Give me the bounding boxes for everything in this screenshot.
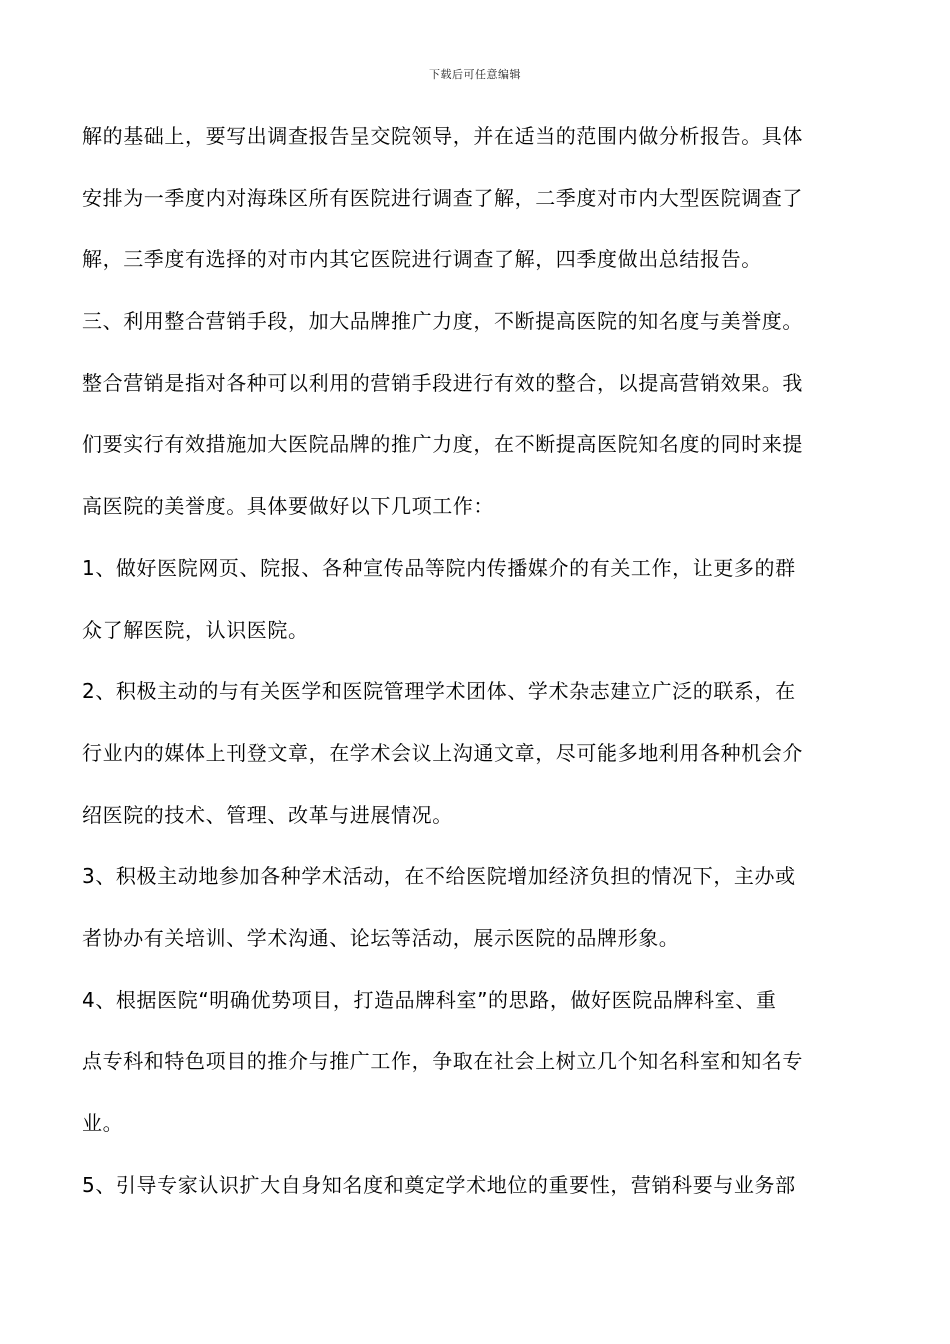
text-line: 整合营销是指对各种可以利用的营销手段进行有效的整合，以提高营销效果。我 [82, 370, 803, 395]
list-item-3: 3、积极主动地参加各种学术活动，在不给医院增加经济负担的情况下，主办或 [82, 864, 796, 889]
document-body [82, 116, 872, 1226]
text-line: 解的基础上，要写出调查报告呈交院领导，并在适当的范围内做分析报告。具体 [82, 124, 803, 148]
text-line: 点专科和特色项目的推介与推广工作，争取在社会上树立几个知名科室和知名专 [82, 1049, 803, 1074]
section-heading: 三、利用整合营销手段，加大品牌推广力度，不断提高医院的知名度与美誉度。 [82, 309, 803, 334]
text-line: 业。 [82, 1111, 124, 1135]
list-item-2: 2、积极主动的与有关医学和医院管理学术团体、学术杂志建立广泛的联系，在 [82, 679, 796, 704]
page-header-note: 下载后可任意编辑 [429, 68, 521, 81]
text-line: 绍医院的技术、管理、改革与进展情况。 [82, 802, 453, 827]
list-item-5: 5、引导专家认识扩大自身知名度和奠定学术地位的重要性，营销科要与业务部 [82, 1172, 796, 1197]
text-line: 众了解医院，认识医院。 [82, 617, 309, 642]
text-line: 行业内的媒体上刊登文章，在学术会议上沟通文章，尽可能多地利用各种机会介 [82, 740, 803, 765]
text-line: 们要实行有效措施加大医院品牌的推广力度，在不断提高医院知名度的同时来提 [82, 432, 803, 457]
text-line: 高医院的美誉度。具体要做好以下几项工作： [82, 494, 494, 519]
text-line: 安排为一季度内对海珠区所有医院进行调查了解，二季度对市内大型医院调查了 [82, 185, 803, 210]
list-item-4: 4、根据医院“明确优势项目，打造品牌科室”的思路，做好医院品牌科室、重 [82, 987, 777, 1012]
list-item-1: 1、做好医院网页、院报、各种宣传品等院内传播媒介的有关工作，让更多的群 [82, 555, 796, 580]
text-line: 者协办有关培训、学术沟通、论坛等活动，展示医院的品牌形象。 [82, 925, 680, 950]
text-line: 解，三季度有选择的对市内其它医院进行调查了解，四季度做出总结报告。 [82, 247, 762, 272]
